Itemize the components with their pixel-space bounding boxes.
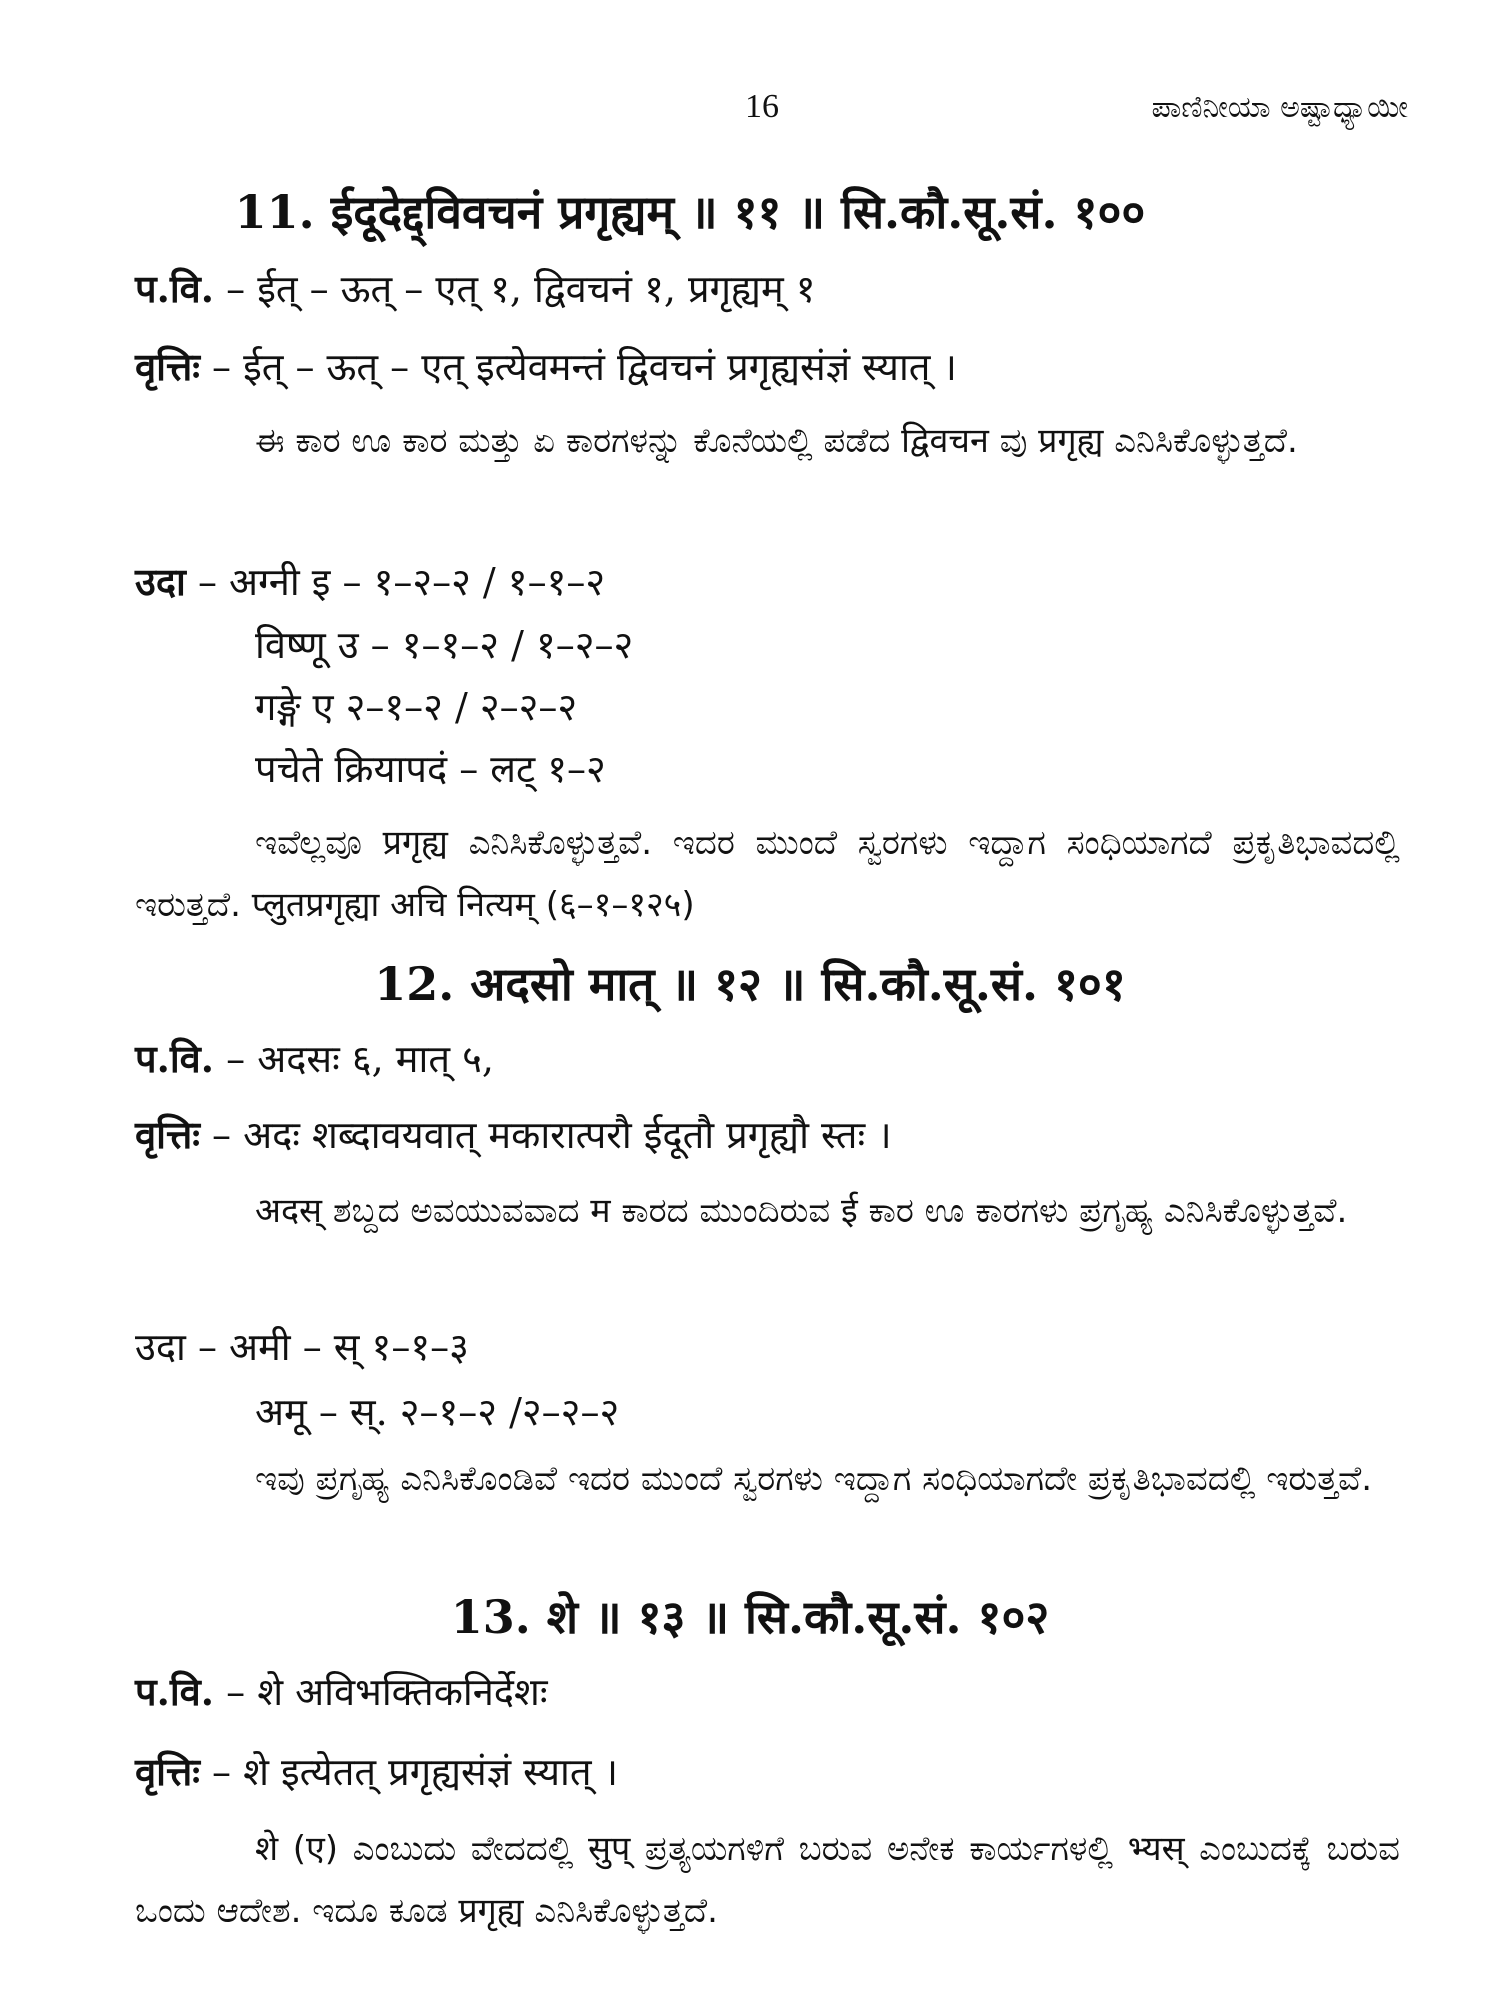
- pavi-label: प.वि.: [135, 1036, 215, 1081]
- vritti-label: वृत्तिः: [135, 1749, 200, 1794]
- sutra-11-example-4: पचेते क्रियापदं – लट् १–२: [255, 747, 606, 791]
- example-text: – अमी – स् १–१–३: [197, 1325, 469, 1369]
- uda-label: उदा: [135, 1325, 186, 1369]
- sutra-11-note: ಇವೆಲ್ಲವೂ प्रगृह्य ಎನಿಸಿಕೊಳ್ಳುತ್ತವೆ. ಇದರ ಮುಂದೆ ಸ್ವರಗಳು ಇದ್ದಾಗ ಸಂಧಿಯಾಗದೆ ಪ್ರಕೃತಿಭಾವದಲ್ಲಿ ಇರುತ್ತದೆ. प्लुतप्रगृह्या अचि नित्यम् (६–१–१२५): [135, 823, 1400, 925]
- vritti-text: – ईत् – ऊत् – एत् इत्येवमन्तं द्विवचनं प्रगृह्यसंज्ञं स्यात् ।: [212, 345, 957, 389]
- sutra-11-example-2: विष्णू उ – १–१–२ / १–२–२: [255, 623, 634, 667]
- sutra-13-pavi: [135, 1665, 548, 1717]
- sutra-12-note: ಇವು ಪ್ರಗೃಹ್ಯ ಎನಿಸಿಕೊಂಡಿವೆ ಇದರ ಮುಂದೆ ಸ್ವರಗಳು ಇದ್ದಾಗ ಸಂಧಿಯಾಗದೇ ಪ್ರಕೃತಿಭಾವದಲ್ಲಿ ಇರುತ್ತವೆ.: [255, 1459, 1373, 1499]
- pavi-text: – अदसः ६, मात् ५,: [226, 1037, 494, 1081]
- uda-label: उदा: [135, 559, 186, 604]
- sutra-12-example-1: [135, 1320, 469, 1372]
- sutra-11-example-3: गङ्गे ए २–१–२ / २–२–२: [255, 685, 578, 729]
- sutra-12-kannada-explanation: अदस् ಶಬ್ದದ ಅವಯುವವಾದ म ಕಾರದ ಮುಂದಿರುವ ई ಕಾರ ಊ ಕಾರಗಳು ಪ್ರಗೃಹ್ಯ ಎನಿಸಿಕೊಳ್ಳುತ್ತವೆ.: [255, 1191, 1348, 1231]
- pavi-label: प.वि.: [135, 1669, 215, 1714]
- sutra-11-heading: 11. ईदूदेद्द्विवचनं प्रगृह्यम् ॥ ११ ॥ सि.कौ.सू.सं. १००: [234, 185, 1146, 239]
- vritti-text: – अदः शब्दावयवात् मकारात्परौ ईदूतौ प्रगृह्यौ स्तः ।: [212, 1113, 892, 1157]
- sutra-13-heading: 13. शे ॥ १३ ॥ सि.कौ.सू.सं. १०२: [450, 1590, 1050, 1644]
- page-header: [0, 88, 1500, 138]
- pavi-label: प.वि.: [135, 266, 215, 311]
- sutra-11-vritti: [135, 340, 957, 392]
- sutra-13-vritti: [135, 1745, 618, 1797]
- sutra-13-kannada-explanation: शे (ए) ಎಂಬುದು ವೇದದಲ್ಲಿ सुप् ಪ್ರತ್ಯಯಗಳಿಗೆ ಬರುವ ಅನೇಕ ಕಾರ್ಯಗಳಲ್ಲಿ भ्यस् ಎಂಬುದಕ್ಕೆ ಬರುವ ಒಂದು ಆದೇಶ. ಇದೂ ಕೂಡ प्रगृह्य ಎನಿಸಿಕೊಳ್ಳುತ್ತದೆ.: [135, 1829, 1400, 1931]
- running-title: ಪಾಣಿನೀಯಾ ಅಷ್ಟಾಧ್ಯಾಯೀ: [1151, 90, 1408, 125]
- vritti-label: वृत्तिः: [135, 344, 200, 389]
- pavi-text: – ईत् – ऊत् – एत् १, द्विवचनं १, प्रगृह्यम् १: [226, 267, 816, 311]
- sutra-12-heading: 12. अदसो मात् ॥ १२ ॥ सि.कौ.सू.सं. १०१: [374, 957, 1126, 1011]
- sutra-11-kannada-explanation: ಈ ಕಾರ ಊ ಕಾರ ಮತ್ತು ಏ ಕಾರಗಳನ್ನು ಕೊನೆಯಲ್ಲಿ ಪಡೆದ द्विवचन ವು प्रगृह्य ಎನಿಸಿಕೊಳ್ಳುತ್ತದೆ.: [255, 421, 1298, 461]
- vritti-label: वृत्तिः: [135, 1112, 200, 1157]
- sutra-11-example-1: [135, 555, 605, 607]
- page-number: 16: [745, 88, 779, 125]
- pavi-text: – शे अविभक्तिकनिर्देशः: [226, 1670, 548, 1714]
- sutra-11-pavi: [135, 262, 816, 314]
- sutra-12-example-2: अमू – स्. २–१–२ /२–२–२: [255, 1390, 620, 1434]
- example-text: – अग्नी इ – १–२–२ / १–१–२: [197, 560, 606, 604]
- sutra-12-vritti: [135, 1108, 892, 1160]
- vritti-text: – शे इत्येतत् प्रगृह्यसंज्ञं स्यात् ।: [212, 1750, 618, 1794]
- sutra-12-pavi: [135, 1032, 494, 1084]
